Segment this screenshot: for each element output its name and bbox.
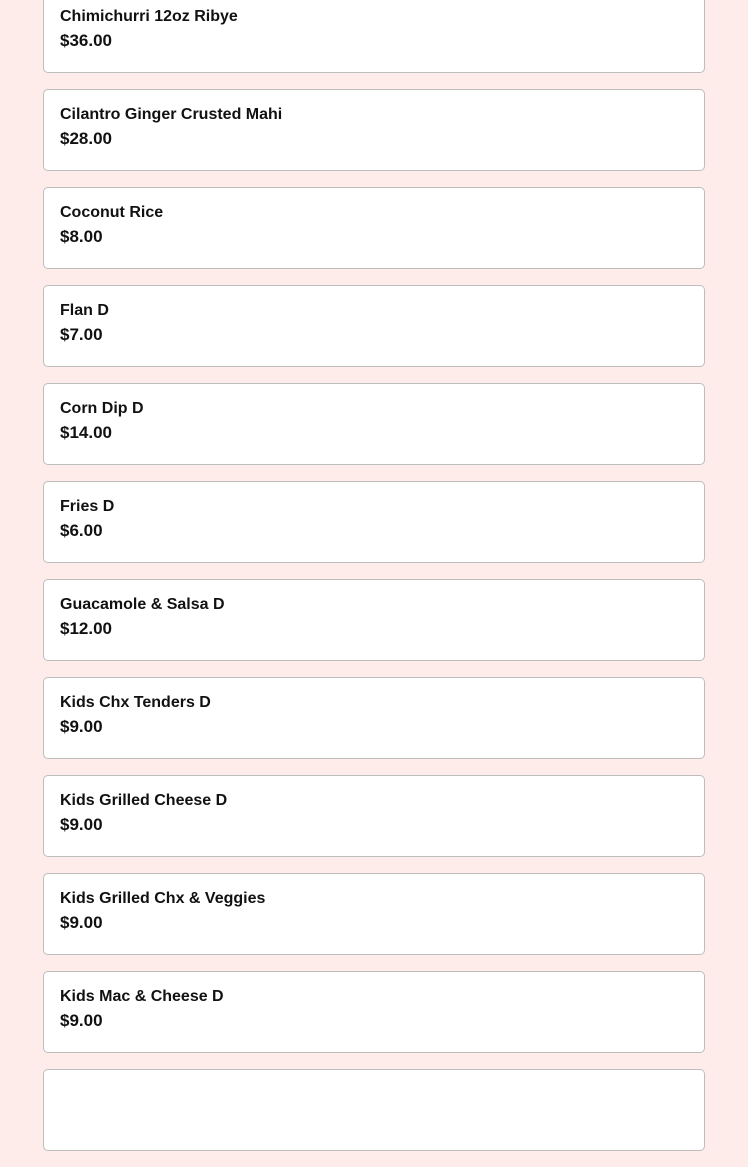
menu-item-name: Chimichurri 12oz Ribye: [60, 8, 238, 25]
menu-item-price: [60, 1109, 688, 1129]
menu-item[interactable]: [43, 481, 705, 563]
menu-item-name: Cilantro Ginger Crusted Mahi: [60, 106, 283, 123]
menu-item-name: Kids Grilled Cheese D: [60, 792, 228, 809]
menu-item-name: Kids Mac & Cheese D: [60, 988, 224, 1005]
menu-item-name: Flan D: [60, 302, 109, 319]
menu-item[interactable]: [43, 579, 705, 661]
menu-item-price: $28.00: [60, 129, 112, 148]
menu-item[interactable]: [43, 971, 705, 1053]
menu-item[interactable]: [43, 873, 705, 955]
menu-item-name: Corn Dip D: [60, 400, 144, 417]
menu-item-price: $9.00: [60, 815, 103, 834]
menu-item-name: Kids Grilled Chx & Veggies: [60, 890, 266, 907]
menu-item-name: Coconut Rice: [60, 204, 164, 221]
menu-item[interactable]: [43, 775, 705, 857]
menu-item-price: $9.00: [60, 913, 103, 932]
menu-item-name: [60, 1085, 688, 1105]
menu-item[interactable]: [43, 89, 705, 171]
menu-item-price: $9.00: [60, 717, 103, 736]
menu-item-price: $7.00: [60, 325, 103, 344]
menu-item[interactable]: [43, 0, 705, 73]
menu-item-price: $12.00: [60, 619, 112, 638]
menu-item[interactable]: [43, 383, 705, 465]
menu-item-price: $36.00: [60, 31, 112, 50]
menu-item-price: $9.00: [60, 1011, 103, 1030]
menu-item-name: Fries D: [60, 498, 115, 515]
menu-item-price: $6.00: [60, 521, 103, 540]
menu-item[interactable]: [43, 1069, 705, 1151]
menu-item[interactable]: [43, 285, 705, 367]
menu-item-name: Guacamole & Salsa D: [60, 596, 225, 613]
menu-item-name: Kids Chx Tenders D: [60, 694, 211, 711]
menu-item[interactable]: [43, 187, 705, 269]
menu-item[interactable]: [43, 677, 705, 759]
menu-item-list: [43, 0, 705, 1167]
menu-item-price: $14.00: [60, 423, 112, 442]
menu-item-price: $8.00: [60, 227, 103, 246]
